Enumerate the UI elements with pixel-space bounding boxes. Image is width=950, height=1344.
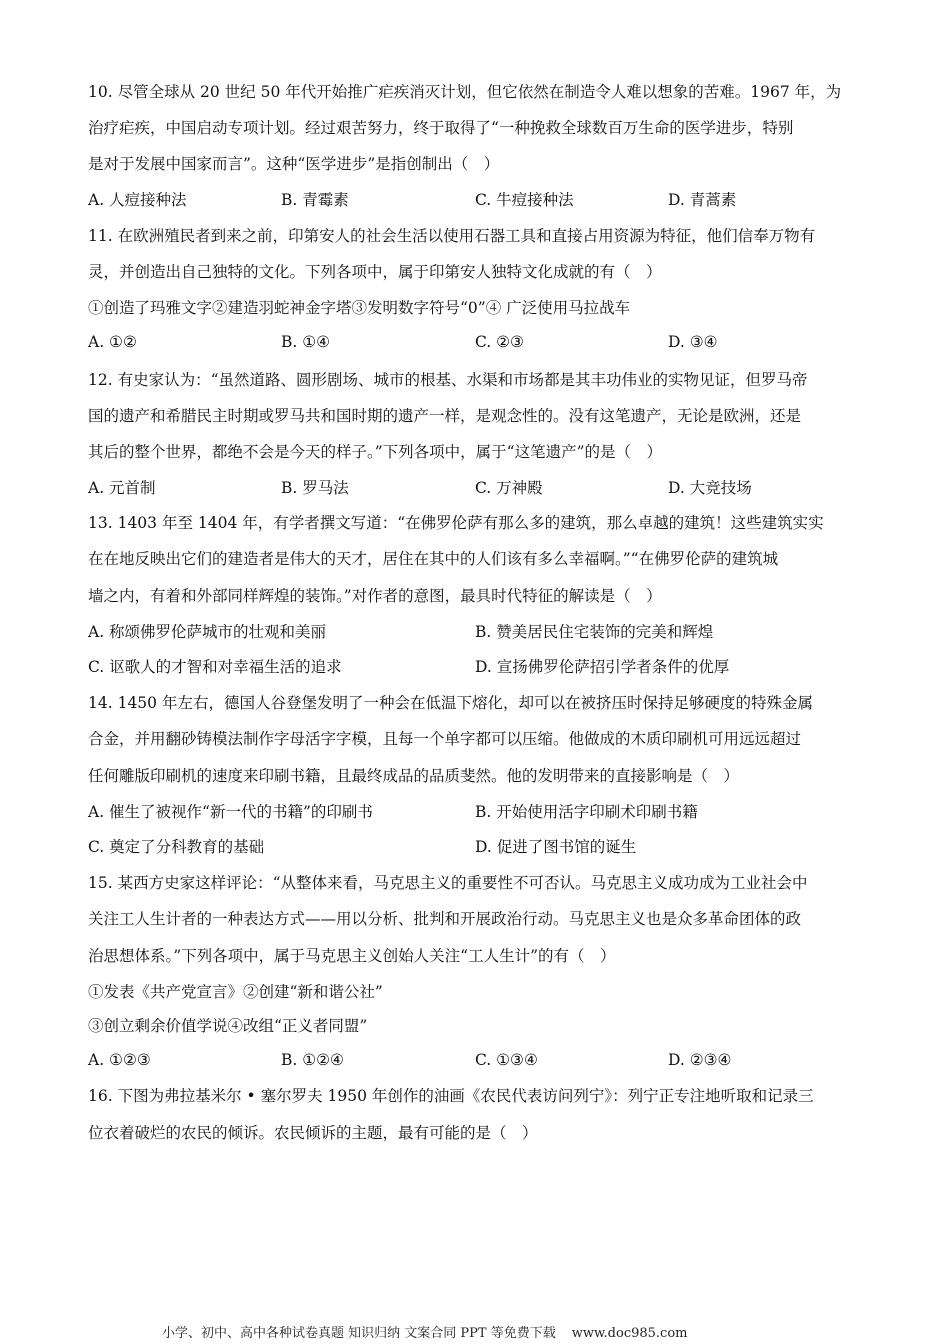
footer-link[interactable]: www.doc985.com: [571, 1326, 688, 1341]
option-a[interactable]: A. ①②③: [88, 1051, 151, 1069]
footer-text: 小学、初中、高中各种试卷真题 知识归纳 文案合同 PPT 等免费下载: [162, 1326, 556, 1341]
option-a[interactable]: A. ①②: [88, 333, 137, 351]
option-b[interactable]: B. 罗马法: [281, 479, 349, 497]
question-statements: ③创立剩余价值学说④改组“正义者同盟”: [88, 1017, 368, 1035]
question-text-line: 是对于发展中国家而言”。这种“医学进步”是指创制出（ ）: [88, 155, 500, 173]
option-d[interactable]: D. 大竞技场: [668, 479, 752, 497]
question-text-line: 任何雕版印刷机的速度来印刷书籍，且最终成品的品质斐然。他的发明带来的直接影响是（ ）: [88, 767, 740, 785]
question-text-line: 灵，并创造出自己独特的文化。下列各项中，属于印第安人独特文化成就的有（ ）: [88, 263, 662, 281]
option-d[interactable]: D. 宣扬佛罗伦萨招引学者条件的优厚: [475, 658, 730, 676]
option-a[interactable]: A. 称颂佛罗伦萨城市的壮观和美丽: [88, 623, 327, 641]
question-text-line: 10. 尽管全球从 20 世纪 50 年代开始推广疟疾消灭计划，但它依然在制造令人难以想象的苦难。1967 年，为: [88, 83, 842, 101]
question-text-line: 治疗疟疾，中国启动专项计划。经过艰苦努力，终于取得了“一种挽救全球数百万生命的医学进步，特别: [88, 119, 794, 137]
question-statements: ①发表《共产党宣言》②创建“新和谐公社”: [88, 983, 383, 1001]
option-a[interactable]: A. 元首制: [88, 479, 156, 497]
question-statements: ①创造了玛雅文字②建造羽蛇神金字塔③发明数字符号“0”④ 广泛使用马拉战车: [88, 299, 631, 317]
option-b[interactable]: B. 开始使用活字印刷术印刷书籍: [475, 803, 698, 821]
option-c[interactable]: C. 讴歌人的才智和对幸福生活的追求: [88, 658, 342, 676]
question-text-line: 13. 1403 年至 1404 年，有学者撰文写道：“在佛罗伦萨有那么多的建筑，那么卓越的建筑！这些建筑实实: [88, 514, 824, 532]
option-c[interactable]: C. 奠定了分科教育的基础: [88, 838, 265, 856]
option-a[interactable]: A. 人痘接种法: [88, 191, 187, 209]
option-d[interactable]: D. ③④: [668, 333, 718, 351]
question-text-line: 国的遗产和希腊民主时期或罗马共和国时期的遗产一样，是观念性的。没有这笔遗产，无论是欧洲，还是: [88, 407, 802, 425]
option-b[interactable]: B. ①④: [281, 333, 331, 351]
question-text-line: 关注工人生计者的一种表达方式——用以分析、批判和开展政治行动。马克思主义也是众多革命团体的政: [88, 910, 802, 928]
question-text-line: 治思想体系。”下列各项中，属于马克思主义创始人关注“工人生计”的有（ ）: [88, 947, 616, 965]
question-text-line: 16. 下图为弗拉基米尔 • 塞尔罗夫 1950 年创作的油画《农民代表访问列宁》：列宁正专注地听取和记录三: [88, 1087, 814, 1105]
option-b[interactable]: B. ①②④: [281, 1051, 344, 1069]
option-d[interactable]: D. 促进了图书馆的诞生: [475, 838, 637, 856]
question-text-line: 11. 在欧洲殖民者到来之前，印第安人的社会生活以使用石器工具和直接占用资源为特征，他们信奉万物有: [88, 227, 816, 245]
question-text-line: 在在地反映出它们的建造者是伟大的天才，居住在其中的人们该有多么幸福啊。”“在佛罗伦萨的建筑城: [88, 550, 779, 568]
question-text-line: 合金，并用翻砂铸模法制作字母活字字模，且每一个单字都可以压缩。他做成的木质印刷机可用远远超过: [88, 730, 802, 748]
question-text-line: 位衣着破烂的农民的倾诉。农民倾诉的主题，最有可能的是（ ）: [88, 1124, 538, 1142]
question-text-line: 12. 有史家认为：“虽然道路、圆形剧场、城市的根基、水渠和市场都是其丰功伟业的实物见证，但罗马帝: [88, 371, 808, 389]
option-a[interactable]: A. 催生了被视作“新一代的书籍”的印刷书: [88, 803, 373, 821]
option-c[interactable]: C. 牛痘接种法: [475, 191, 574, 209]
question-text-line: 14. 1450 年左右，德国人谷登堡发明了一种会在低温下熔化，却可以在被挤压时保持足够硬度的特殊金属: [88, 694, 813, 712]
question-text-line: 墙之内，有着和外部同样辉煌的装饰。”对作者的意图，最具时代特征的解读是（ ）: [88, 587, 662, 605]
option-d[interactable]: D. ②③④: [668, 1051, 732, 1069]
option-c[interactable]: C. 万神殿: [475, 479, 543, 497]
option-b[interactable]: B. 青霉素: [281, 191, 349, 209]
option-b[interactable]: B. 赞美居民住宅装饰的完美和辉煌: [475, 623, 714, 641]
question-text-line: 其后的整个世界，都绝不会是今天的样子。”下列各项中，属于“这笔遗产”的是（ ）: [88, 443, 663, 461]
question-text-line: 15. 某西方史家这样评论：“从整体来看，马克思主义的重要性不可否认。马克思主义成功成为工业社会中: [88, 874, 808, 892]
option-c[interactable]: C. ①③④: [475, 1051, 538, 1069]
option-d[interactable]: D. 青蒿素: [668, 191, 737, 209]
option-c[interactable]: C. ②③: [475, 333, 524, 351]
page-footer: [162, 1326, 687, 1342]
